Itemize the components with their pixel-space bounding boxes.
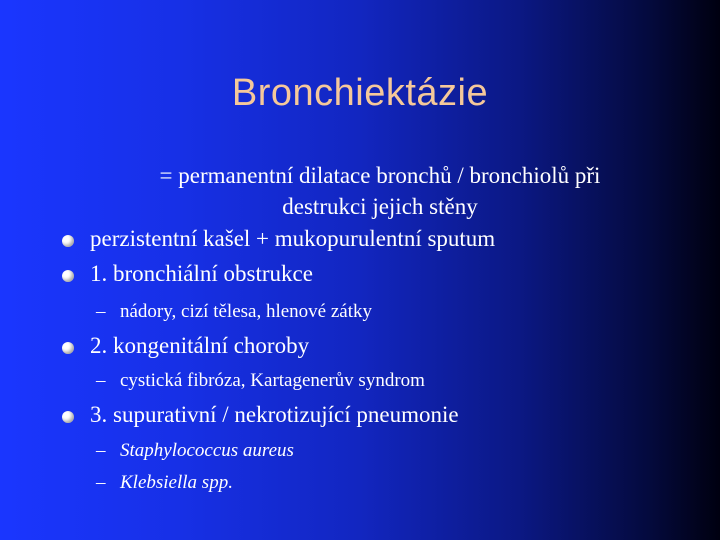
sub-bullet-dash: –: [96, 301, 106, 322]
slide-title: [0, 72, 720, 115]
definition-line-1: = permanentní dilatace bronchů / bronchiolů při: [159, 163, 601, 188]
bullet-dot: [62, 270, 74, 282]
bullet-dot: [62, 342, 74, 354]
bullet-item: perzistentní kašel + mukopurulentní sputum: [90, 226, 496, 251]
bullet-dot: [62, 235, 74, 247]
definition-text: [90, 160, 670, 222]
sub-bullet-item: nádory, cizí tělesa, hlenové zátky: [120, 301, 372, 322]
bullet-dot: [62, 411, 74, 423]
bullet-item: 1. bronchiální obstrukce: [90, 261, 313, 286]
sub-bullet-dash: –: [96, 370, 106, 391]
bullet-item: 2. kongenitální choroby: [90, 333, 310, 358]
sub-bullet-item: cystická fibróza, Kartagenerův syndrom: [120, 370, 425, 391]
sub-bullet-item: Staphylococcus aureus: [120, 440, 294, 461]
definition-line-2: destrukci jejich stěny: [282, 194, 478, 219]
bullet-item: 3. supurativní / nekrotizující pneumonie: [90, 402, 459, 427]
sub-bullet-dash: –: [96, 440, 106, 461]
slide-title-text: Bronchiektázie: [231, 72, 489, 114]
sub-bullet-item: Klebsiella spp.: [120, 472, 233, 493]
sub-bullet-dash: –: [96, 472, 106, 493]
